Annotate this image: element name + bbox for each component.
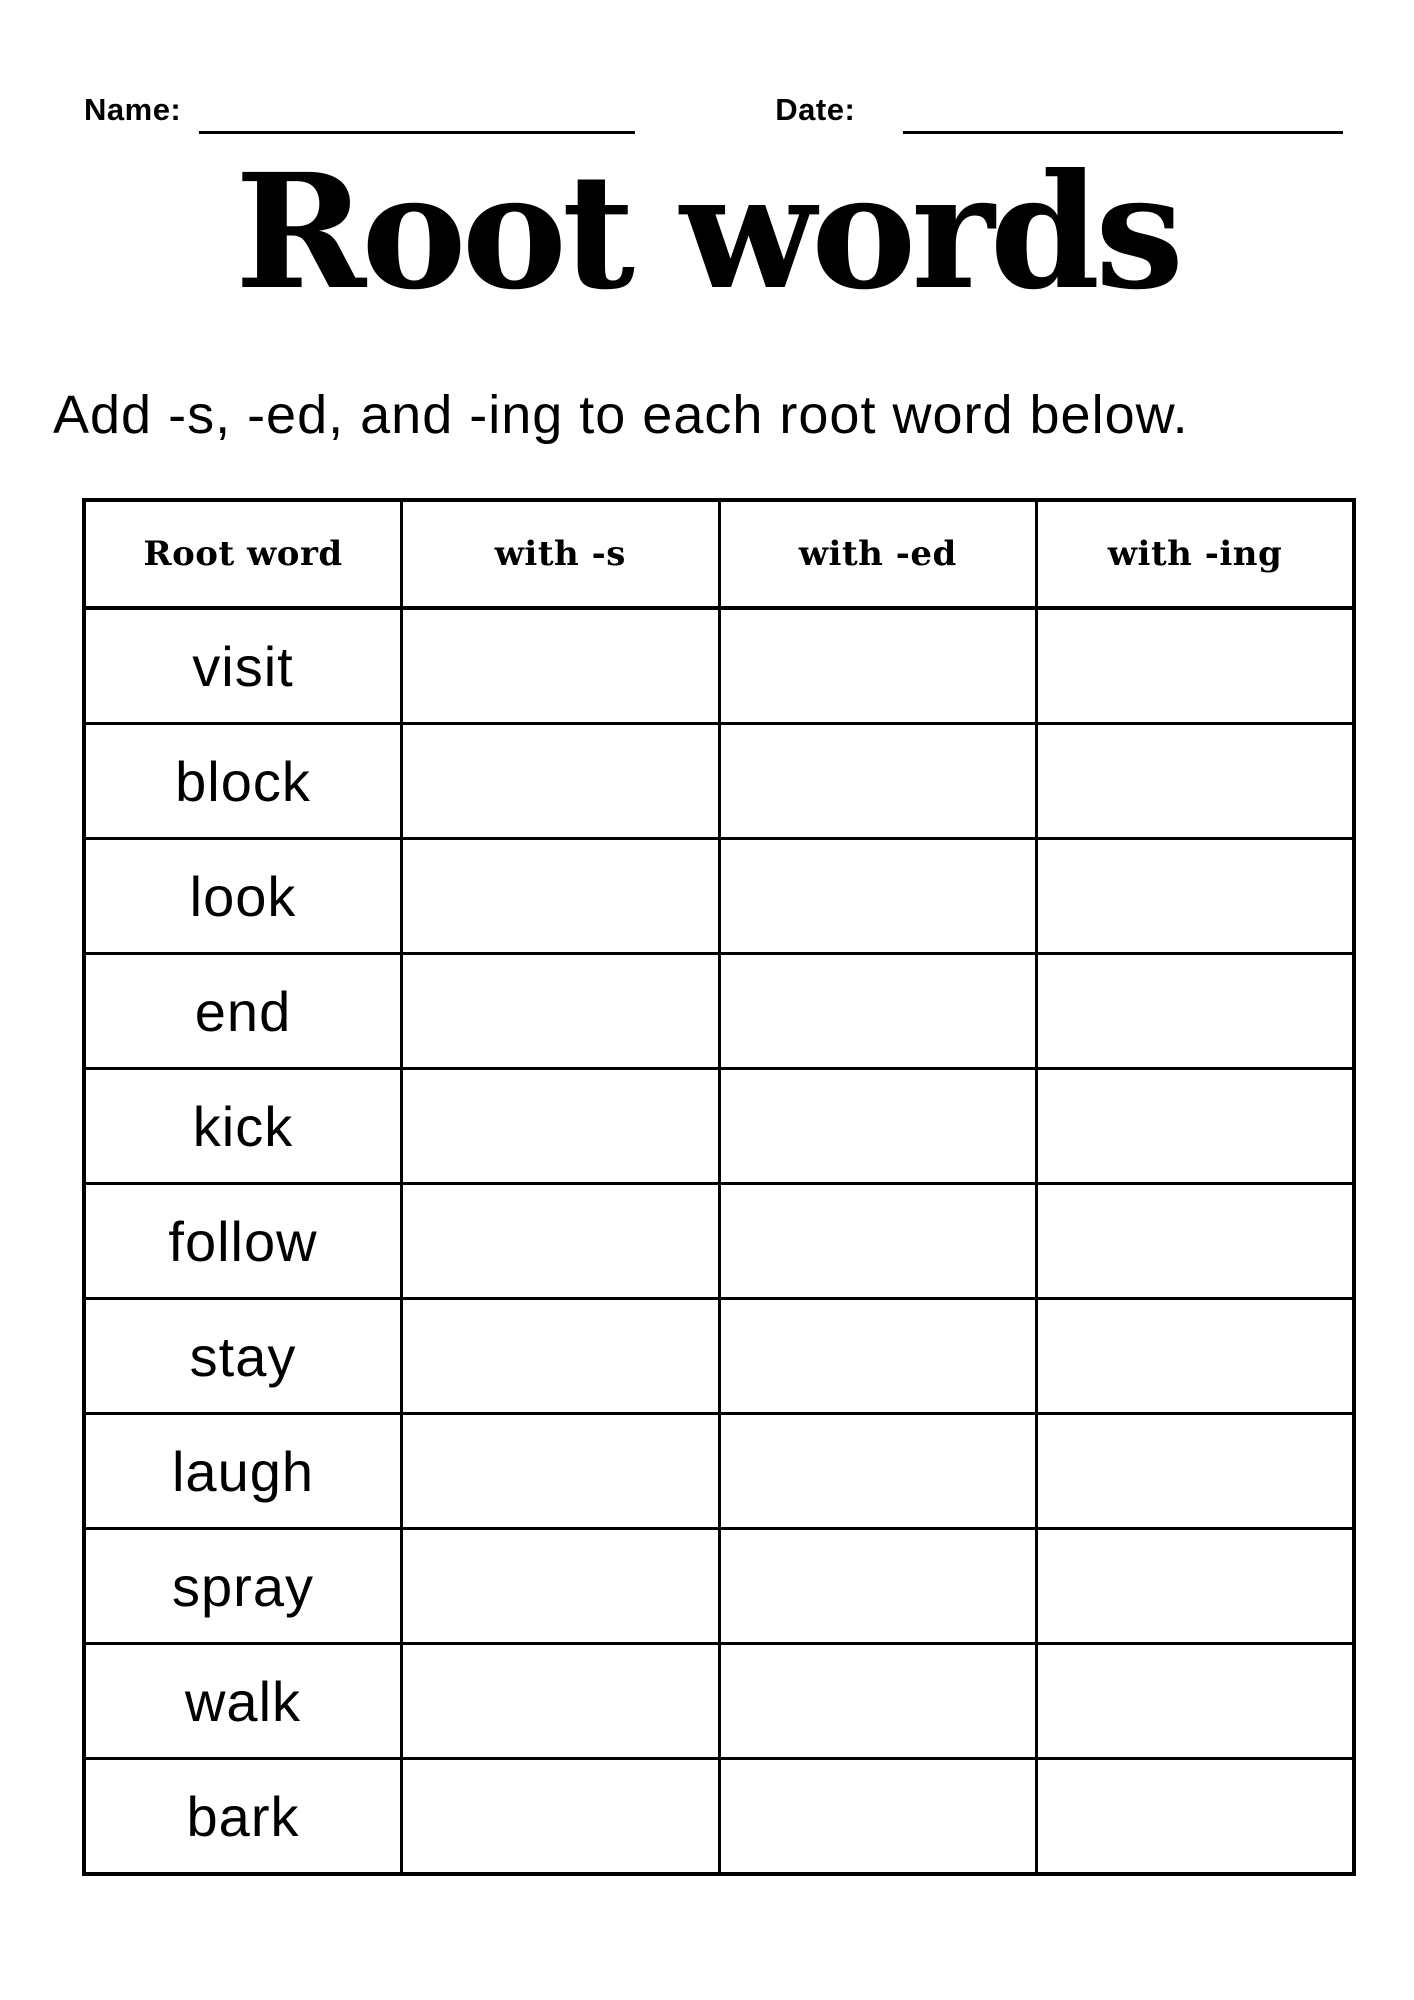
table-row-spray (84, 1529, 1354, 1644)
answer-cell-with-s[interactable] (402, 1299, 720, 1414)
column-header-with-ing: with -ing (1037, 500, 1355, 608)
answer-cell-with-ing[interactable] (1037, 1529, 1355, 1644)
answer-cell-with-s[interactable] (402, 954, 720, 1069)
answer-cell-with-s[interactable] (402, 1184, 720, 1299)
table-header-row (84, 500, 1354, 608)
root-word-cell: laugh (84, 1414, 402, 1529)
answer-cell-with-s[interactable] (402, 1759, 720, 1875)
answer-cell-with-s[interactable] (402, 1069, 720, 1184)
column-header-with-ed: with -ed (719, 500, 1037, 608)
root-words-table (82, 498, 1356, 1876)
root-word-cell: look (84, 839, 402, 954)
root-word-cell: spray (84, 1529, 402, 1644)
answer-cell-with-ing[interactable] (1037, 839, 1355, 954)
answer-cell-with-s[interactable] (402, 1644, 720, 1759)
answer-cell-with-s[interactable] (402, 608, 720, 724)
table-row-bark (84, 1759, 1354, 1875)
column-header-root-word: Root word (84, 500, 402, 608)
root-word-cell: end (84, 954, 402, 1069)
table-row-visit (84, 608, 1354, 724)
page-title: Root words (234, 140, 1180, 325)
table-row-kick (84, 1069, 1354, 1184)
root-word-cell: kick (84, 1069, 402, 1184)
root-word-cell: bark (84, 1759, 402, 1875)
table-row-laugh (84, 1414, 1354, 1529)
answer-cell-with-ed[interactable] (719, 1414, 1037, 1529)
date-input-line[interactable] (903, 130, 1343, 134)
answer-cell-with-ed[interactable] (719, 1644, 1037, 1759)
table-row-block (84, 724, 1354, 839)
answer-cell-with-ing[interactable] (1037, 1759, 1355, 1875)
table-row-walk (84, 1644, 1354, 1759)
date-label: Date: (775, 92, 856, 127)
name-label: Name: (84, 92, 182, 127)
answer-cell-with-ing[interactable] (1037, 1414, 1355, 1529)
column-header-with-s: with -s (402, 500, 720, 608)
table-row-end (84, 954, 1354, 1069)
table-row-follow (84, 1184, 1354, 1299)
root-word-cell: follow (84, 1184, 402, 1299)
answer-cell-with-ing[interactable] (1037, 1069, 1355, 1184)
answer-cell-with-ed[interactable] (719, 1759, 1037, 1875)
answer-cell-with-ed[interactable] (719, 1069, 1037, 1184)
answer-cell-with-ed[interactable] (719, 1529, 1037, 1644)
table-row-look (84, 839, 1354, 954)
answer-cell-with-ing[interactable] (1037, 1644, 1355, 1759)
root-word-cell: visit (84, 608, 402, 724)
answer-cell-with-ed[interactable] (719, 954, 1037, 1069)
root-word-cell: walk (84, 1644, 402, 1759)
answer-cell-with-s[interactable] (402, 1529, 720, 1644)
instruction-text: Add -s, -ed, and -ing to each root word below. (53, 385, 1189, 445)
header-fields (0, 0, 1414, 128)
answer-cell-with-ing[interactable] (1037, 954, 1355, 1069)
answer-cell-with-ed[interactable] (719, 1299, 1037, 1414)
answer-cell-with-ing[interactable] (1037, 1184, 1355, 1299)
answer-cell-with-s[interactable] (402, 724, 720, 839)
answer-cell-with-ed[interactable] (719, 724, 1037, 839)
answer-cell-with-ing[interactable] (1037, 724, 1355, 839)
root-word-cell: stay (84, 1299, 402, 1414)
answer-cell-with-ing[interactable] (1037, 608, 1355, 724)
answer-cell-with-ing[interactable] (1037, 1299, 1355, 1414)
table-row-stay (84, 1299, 1354, 1414)
answer-cell-with-s[interactable] (402, 1414, 720, 1529)
name-input-line[interactable] (199, 130, 635, 134)
answer-cell-with-ed[interactable] (719, 839, 1037, 954)
answer-cell-with-s[interactable] (402, 839, 720, 954)
root-word-cell: block (84, 724, 402, 839)
answer-cell-with-ed[interactable] (719, 608, 1037, 724)
answer-cell-with-ed[interactable] (719, 1184, 1037, 1299)
